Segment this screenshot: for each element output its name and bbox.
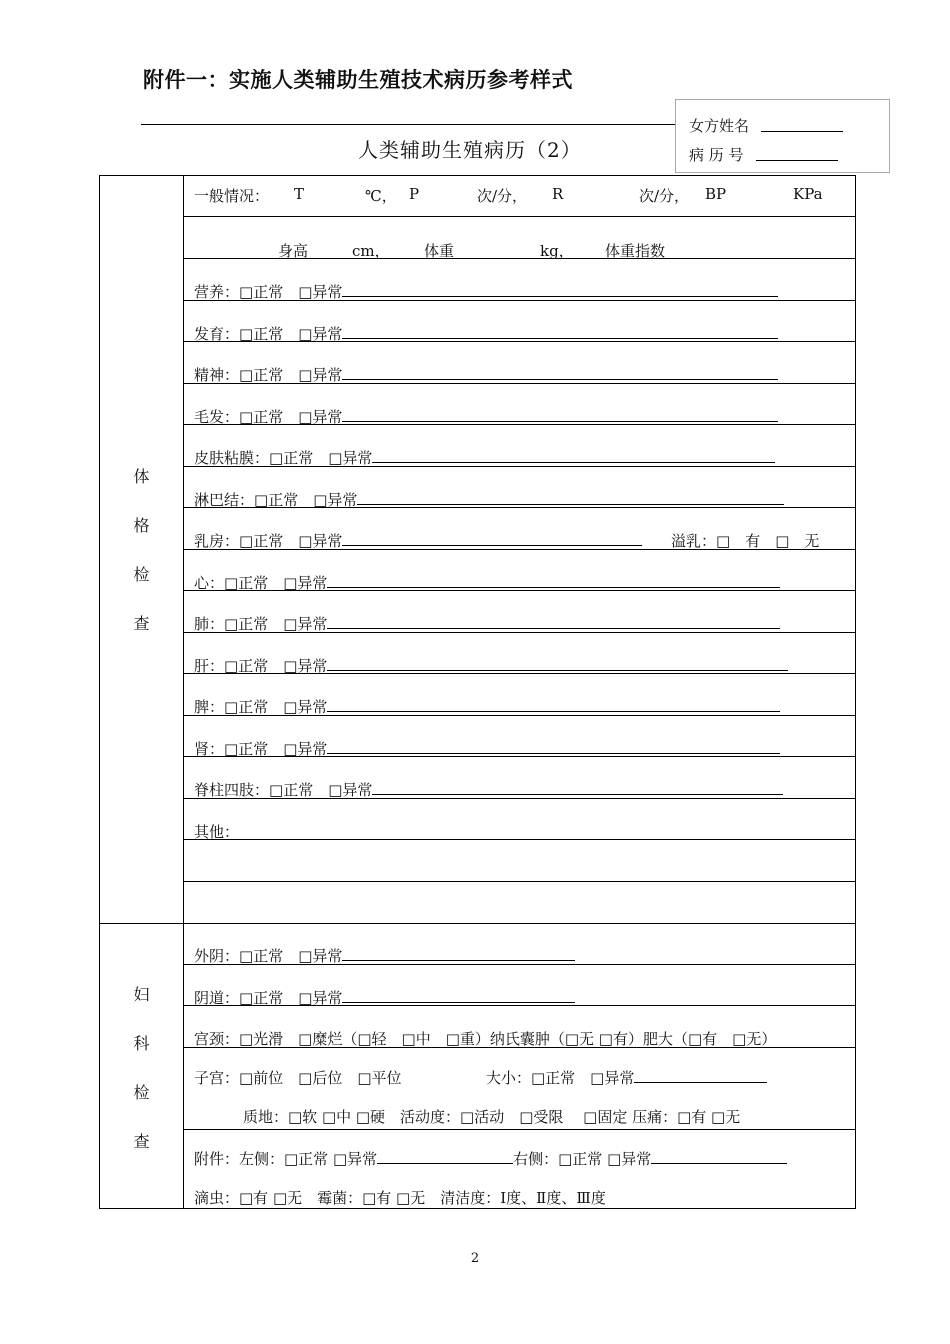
female-name-label: 女方姓名 xyxy=(689,117,750,135)
spleen-row[interactable]: 脾：□正常 □异常 xyxy=(184,674,855,716)
other-blank-row-1[interactable] xyxy=(184,840,855,882)
title-rule xyxy=(141,124,675,125)
nutrition-row[interactable]: 营养：□正常 □异常 xyxy=(184,259,855,301)
record-title: 人类辅助生殖病历（2） xyxy=(358,138,582,162)
uterus-row[interactable]: 子宫：□前位 □后位 □平位 大小：□正常 □异常 质地：□软 □中 □硬 活动度：□活动 □受限 □固定 压痛：□有 □无 xyxy=(184,1048,855,1130)
liver-row[interactable]: 肝：□正常 □异常 xyxy=(184,633,855,674)
breast-row[interactable]: 乳房：□正常 □异常 溢乳：□ 有 □ 无 xyxy=(184,508,855,550)
physical-exam-label: 体 格 检 查 xyxy=(133,467,150,633)
gyn-exam-label: 妇 科 检 查 xyxy=(133,985,150,1151)
hair-row[interactable]: 毛发：□正常 □异常 xyxy=(184,384,855,425)
body-measure-row: 身高 cm， 体重 kg， 体重指数 xyxy=(184,217,855,259)
heart-row[interactable]: 心：□正常 □异常 xyxy=(184,550,855,591)
lymph-row[interactable]: 淋巴结：□正常 □异常 xyxy=(184,467,855,508)
other-row[interactable]: 其他： xyxy=(184,799,855,840)
patient-id-box xyxy=(675,99,890,173)
spine-limbs-row[interactable]: 脊柱四肢：□正常 □异常 xyxy=(184,757,855,799)
vagina-row[interactable]: 阴道：□正常 □异常 xyxy=(184,965,855,1006)
skin-mucosa-row[interactable]: 皮肤粘膜：□正常 □异常 xyxy=(184,425,855,467)
cervix-row[interactable]: 宫颈：□光滑 □糜烂（□轻 □中 □重）纳氏囊肿（□无 □有）肥大（□有 □无） xyxy=(184,1006,855,1048)
development-row[interactable]: 发育：□正常 □异常 xyxy=(184,301,855,342)
mental-row[interactable]: 精神：□正常 □异常 xyxy=(184,342,855,384)
lung-row[interactable]: 肺：□正常 □异常 xyxy=(184,591,855,633)
kidney-row[interactable]: 肾：□正常 □异常 xyxy=(184,716,855,757)
page-number: 2 xyxy=(470,1251,480,1266)
other-blank-row-2[interactable] xyxy=(184,882,855,923)
exam-sheet xyxy=(99,175,856,1209)
record-no-field[interactable] xyxy=(756,159,838,161)
female-name-field[interactable] xyxy=(761,130,843,132)
attachment-title: 附件一：实施人类辅助生殖技术病历参考样式 xyxy=(143,68,573,92)
vulva-row[interactable]: 外阴：□正常 □异常 xyxy=(184,923,855,965)
adnexa-row[interactable]: 附件：左侧：□正常 □异常 右侧：□正常 □异常 滴虫：□有 □无 霉菌：□有 □无 清洁度：Ⅰ度、Ⅱ度、Ⅲ度 xyxy=(184,1130,855,1210)
vitals-row: 一般情况： T ℃， P 次/分， R 次/分， BP KPa xyxy=(184,176,855,217)
record-no-label: 病 历 号 xyxy=(689,146,744,164)
